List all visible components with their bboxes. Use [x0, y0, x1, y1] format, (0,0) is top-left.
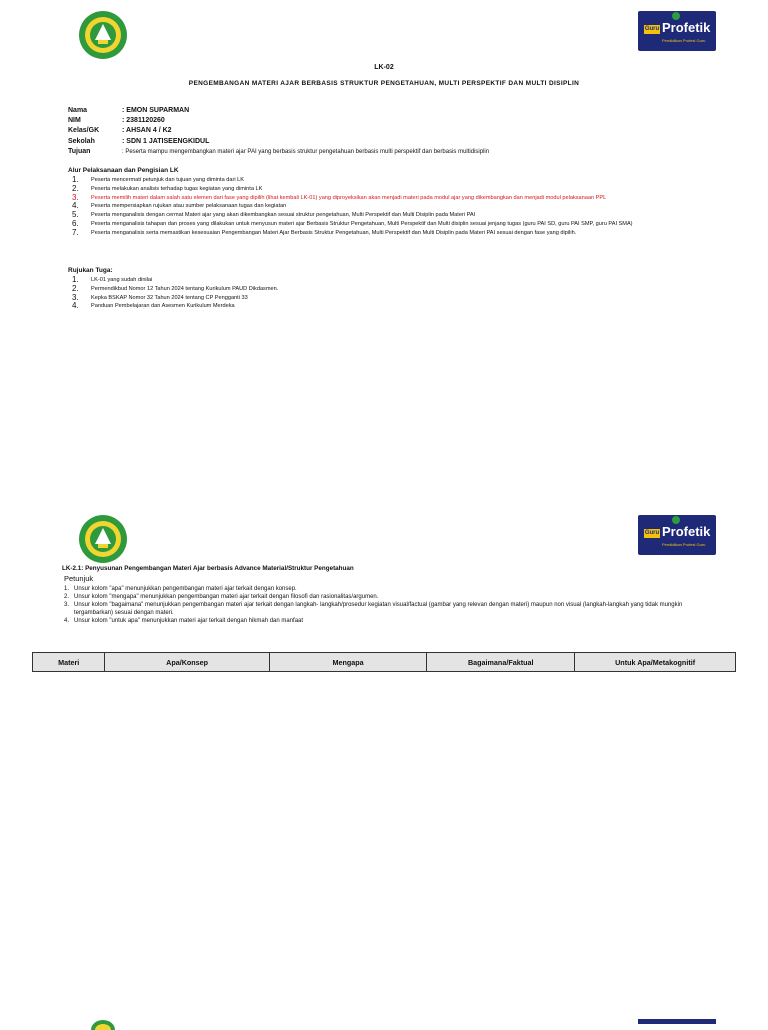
column-header: Mengapa [269, 653, 426, 672]
item-text: Panduan Pembelajaran dan Asesmen Kurikulum Merdeka [91, 303, 235, 310]
university-crest-icon [90, 1018, 116, 1030]
item-text: Unsur kolom "apa" menunjukkan pengembangan materi ajar terkait dengan konsep. [74, 586, 297, 592]
item-number: 3. [72, 292, 79, 302]
identity-key: Kelas/GK [68, 127, 100, 135]
list-item-highlighted [72, 194, 712, 203]
logo-tagline: Pendidikan Profesi Guru [662, 542, 706, 547]
item-text: Unsur kolom "untuk apa" menunjukkan materi ajar terkait dengan hikmah dan manfaat [74, 618, 304, 624]
table-header-row [33, 653, 736, 672]
identity-value: : EMON SUPARMAN [122, 107, 190, 114]
item-number: 2. [72, 183, 79, 193]
item-text: Permendikbud Nomor 12 Tahun 2024 tentang Kurikulum PAUD Dikdasmen. [91, 285, 279, 292]
item-number: 1. [72, 175, 79, 184]
list-item [72, 285, 712, 294]
identity-row [68, 137, 489, 147]
petunjuk-list [64, 585, 684, 625]
item-text: Unsur kolom "mengapa" menunjukkan pengembangan materi ajar terkait dengan filosofi dan rasionalitas/argumen. [74, 594, 379, 600]
identity-row [68, 147, 489, 157]
profetik-logo-partial [638, 1019, 716, 1024]
profetik-logo [638, 515, 716, 555]
item-number: 7. [72, 227, 79, 237]
item-number: 2. [72, 283, 79, 293]
item-number: 1. [72, 275, 79, 284]
list-item [64, 617, 684, 625]
identity-row [68, 116, 489, 126]
crest-icon [672, 12, 680, 20]
item-text: Peserta melakukan analisis terhadap tugas kegiatan yang diminta LK [91, 185, 263, 192]
item-number: 4. [72, 201, 79, 211]
alur-list [72, 176, 712, 238]
identity-value: : 2381120260 [122, 117, 165, 125]
list-item [64, 585, 684, 593]
item-number: 4. [64, 618, 70, 624]
list-item [64, 601, 684, 617]
column-header: Materi [33, 653, 105, 672]
item-text: Unsur kolom "bagaimana" menunjukkan pengembangan materi ajar terkait dengan langkah- langkah/prosedur kegiatan visual/factual (gambar yang relevan dengan materi) maupun non visual (langkah-langkah yang tidak mungkin tergambarkan) sesuai dengan materi. [74, 602, 683, 616]
rujukan-list [72, 276, 712, 311]
list-item [72, 185, 712, 194]
item-number: 1. [64, 586, 70, 592]
lk-2-1-title: LK-2.1: Penyusunan Pengembangan Materi Ajar berbasis Advance Material/Struktur Pengetahuan [62, 565, 354, 572]
list-item [72, 276, 712, 285]
item-number: 3. [64, 602, 70, 608]
petunjuk-heading: Petunjuk [64, 574, 94, 583]
identity-value: : Peserta mampu mengembangkan materi ajar PAI yang berbasis struktur pengetahuan berbasis multi perspektif dan berbasis multidisiplin [122, 148, 490, 155]
logo-word: Profetik [662, 20, 711, 35]
document-title: PENGEMBANGAN MATERI AJAR BERBASIS STRUKTUR PENGETAHUAN, MULTI PERSPEKTIF DAN MULTI DISIPLIN [188, 80, 580, 87]
guru-badge: Guru [644, 530, 660, 536]
profetik-logo [638, 11, 716, 51]
item-number: 3. [72, 192, 79, 202]
item-number: 6. [72, 218, 79, 228]
list-item [72, 294, 712, 303]
item-text: Peserta mempersiapkan rujukan atau sumber pelaksanaan tugas dan kegiatan [91, 203, 287, 210]
item-text: Peserta mencermati petunjuk dan tujuan yang diminta dari LK [91, 177, 244, 183]
identity-key: Sekolah [68, 137, 95, 145]
list-item [72, 202, 712, 211]
identity-value: : SDN 1 JATISEENGKIDUL [122, 137, 210, 145]
column-header: Apa/Konsep [105, 653, 269, 672]
alur-heading: Alur Pelaksanaan dan Pengisian LK [68, 167, 179, 174]
list-item [72, 229, 712, 238]
item-text: LK-01 yang sudah dinilai [91, 277, 153, 283]
university-crest-icon [78, 514, 128, 564]
list-item [72, 176, 712, 185]
document-number: LK-02 [374, 64, 394, 71]
item-number: 5. [72, 210, 79, 220]
identity-key: Tujuan [68, 147, 91, 155]
item-text: Peserta menganalisis dengan cermat Materi ajar yang akan dikembangkan sesuai struktur pengetahuan, Multi Perspektif dan Multi Disiplin pada Materi PAI [91, 212, 476, 219]
list-item [72, 302, 712, 311]
guru-badge: Guru [644, 26, 660, 32]
list-item [72, 220, 712, 229]
item-number: 2. [64, 594, 70, 600]
list-item [72, 211, 712, 220]
logo-tagline: Pendidikan Profesi Guru [662, 38, 706, 43]
column-header: Bagaimana/Faktual [427, 653, 575, 672]
list-item [64, 593, 684, 601]
item-text: Kepka BSKAP Nomor 32 Tahun 2024 tentang CP Pengganti 33 [91, 294, 248, 301]
item-text: Peserta menganalisis tahapan dan proses yang dilakukan untuk menyusun materi ajar Berbasis Struktur Pengetahuan, Multi Perspektif dan Multi disiplin sesuai jenjang tugas (guru PAI SD, guru PAI SMP, guru PAI SMA) [91, 220, 633, 227]
identity-key: NIM [68, 117, 81, 125]
identity-value: : AHSAN 4 / K2 [122, 127, 172, 135]
rujukan-heading: Rujukan Tuga: [68, 267, 113, 274]
identity-key: Nama [68, 107, 88, 114]
column-header: Untuk Apa/Metakognitif [575, 653, 736, 672]
identity-row [68, 126, 489, 136]
materi-table [32, 652, 736, 672]
item-text: Peserta menganalisis serta memastikan kesesuaian Pengembangan Materi Ajar Berbasis Struktur Pengetahuan, Multi Perspektif dan Multi Disiplin pada Materi PAI sesuai dengan fase yang dipilih. [91, 229, 577, 236]
university-crest-icon [78, 10, 128, 60]
logo-word: Profetik [662, 524, 711, 539]
item-number: 4. [72, 301, 79, 311]
item-text: Peserta memilih materi dalam salah satu elemen dari fase yang dipilih (lihat kembali LK-01) yang diproyeksikan akan menjadi materi pada modul ajar yang dikembangkan dan menjadi modul pelaksanaan PPL [91, 194, 607, 201]
identity-block [68, 106, 489, 157]
identity-row [68, 106, 489, 116]
